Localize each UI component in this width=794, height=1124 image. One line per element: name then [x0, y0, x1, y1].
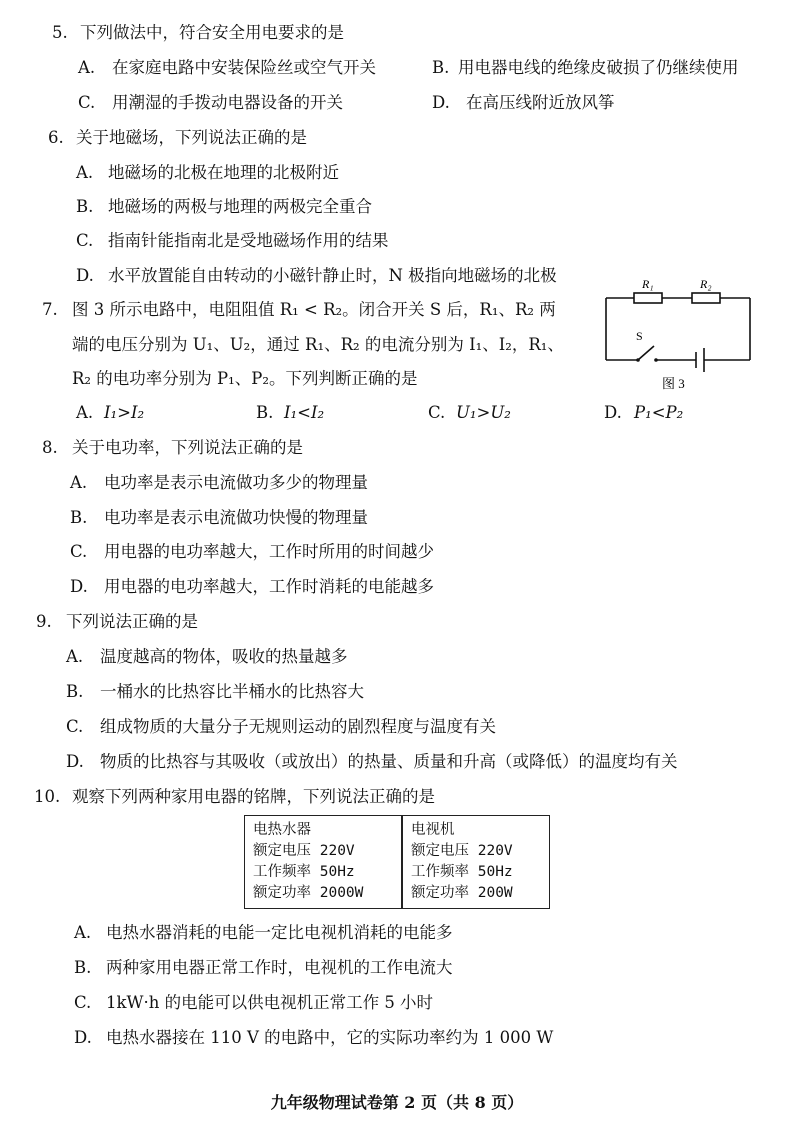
- r1-label: R₁: [642, 277, 654, 291]
- q5-option-d-letter: D.: [432, 93, 450, 112]
- q10-option-a: 电热水器消耗的电能一定比电视机消耗的电能多: [106, 923, 453, 942]
- q9-option-d: 物质的比热容与其吸收（或放出）的热量、质量和升高（或降低）的温度均有关: [100, 752, 678, 771]
- q6-option-d-letter: D.: [76, 266, 94, 285]
- question-10-stem: 观察下列两种家用电器的铭牌，下列说法正确的是: [72, 787, 435, 806]
- q7-option-b-letter: B.: [256, 403, 274, 422]
- figure-caption: 图 3: [662, 376, 685, 391]
- switch-s: [638, 346, 654, 360]
- q7-option-a-letter: A.: [76, 403, 94, 422]
- question-7-stem-line2: 端的电压分别为 U₁、U₂，通过 R₁、R₂ 的电流分别为 I₁、I₂，R₁、: [72, 335, 564, 354]
- q6-option-d: 水平放置能自由转动的小磁针静止时，N 极指向地磁场的北极: [108, 266, 557, 285]
- q10-option-c: 1kW·h 的电能可以供电视机正常工作 5 小时: [106, 993, 434, 1012]
- q8-option-d-letter: D.: [70, 577, 88, 596]
- nameplate-row: 额定电压 220V: [411, 843, 513, 859]
- nameplate-row: 额定功率 200W: [411, 885, 513, 901]
- q9-option-c: 组成物质的大量分子无规则运动的剧烈程度与温度有关: [100, 717, 496, 736]
- question-5-number: 5.: [52, 23, 68, 42]
- nameplate-tv: [402, 815, 550, 909]
- nameplate-row: 工作频率 50Hz: [253, 864, 355, 880]
- circuit-diagram-figure-3: [600, 276, 760, 394]
- q10-option-c-letter: C.: [74, 993, 92, 1012]
- question-9-stem: 下列说法正确的是: [66, 612, 198, 631]
- question-8-number: 8.: [42, 438, 58, 457]
- question-7-number: 7.: [42, 300, 58, 319]
- q5-option-c-letter: C.: [78, 93, 96, 112]
- q6-option-a-letter: A.: [76, 163, 94, 182]
- q9-option-d-letter: D.: [66, 752, 84, 771]
- q7-option-a: I₁>I₂: [104, 403, 145, 422]
- q6-option-c: 指南针能指南北是受地磁场作用的结果: [108, 231, 389, 250]
- page-footer: 九年级物理试卷第 2 页（共 8 页）: [270, 1093, 524, 1112]
- q8-option-c: 用电器的电功率越大，工作时所用的时间越少: [104, 542, 434, 561]
- question-10-number: 10.: [34, 787, 61, 806]
- switch-label: S: [636, 329, 643, 343]
- q5-option-d: 在高压线附近放风筝: [466, 93, 615, 112]
- q6-option-b-letter: B.: [76, 197, 94, 216]
- question-5-stem: 下列做法中，符合安全用电要求的是: [80, 23, 344, 42]
- question-9-number: 9.: [36, 612, 52, 631]
- q7-option-d-letter: D.: [604, 403, 622, 422]
- q6-option-c-letter: C.: [76, 231, 94, 250]
- nameplate-row: 额定电压 220V: [253, 843, 355, 859]
- nameplate-row: 额定功率 2000W: [253, 885, 364, 901]
- q8-option-b: 电功率是表示电流做功快慢的物理量: [104, 508, 368, 527]
- q6-option-b: 地磁场的两极与地理的两极完全重合: [108, 197, 372, 216]
- resistor-r1: [634, 293, 662, 303]
- q5-option-c: 用潮湿的手拨动电器设备的开关: [112, 93, 343, 112]
- q9-option-a-letter: A.: [66, 647, 84, 666]
- q7-option-c-letter: C.: [428, 403, 446, 422]
- question-7-stem-line3: R₂ 的电功率分别为 P₁、P₂。下列判断正确的是: [72, 369, 418, 388]
- q8-option-a: 电功率是表示电流做功多少的物理量: [104, 473, 368, 492]
- q5-option-b-letter: B.: [432, 58, 450, 77]
- resistor-r2: [692, 293, 720, 303]
- q5-option-a: 在家庭电路中安装保险丝或空气开关: [112, 58, 376, 77]
- q5-option-b: 用电器电线的绝缘皮破损了仍继续使用: [458, 58, 739, 77]
- q7-option-b: I₁<I₂: [284, 403, 325, 422]
- q8-option-c-letter: C.: [70, 542, 88, 561]
- q8-option-b-letter: B.: [70, 508, 88, 527]
- question-8-stem: 关于电功率，下列说法正确的是: [72, 438, 303, 457]
- q9-option-c-letter: C.: [66, 717, 84, 736]
- q5-option-a-letter: A.: [78, 58, 96, 77]
- nameplate-title: 电视机: [411, 822, 455, 838]
- q10-option-b-letter: B.: [74, 958, 92, 977]
- nameplate-row: 工作频率 50Hz: [411, 864, 513, 880]
- question-7-stem-line1: 图 3 所示电路中，电阻阻值 R₁ < R₂。闭合开关 S 后，R₁、R₂ 两: [72, 300, 556, 319]
- q10-option-d: 电热水器接在 110 V 的电路中，它的实际功率约为 1 000 W: [106, 1028, 554, 1047]
- q8-option-a-letter: A.: [70, 473, 88, 492]
- nameplate-title: 电热水器: [253, 822, 311, 838]
- q8-option-d: 用电器的电功率越大，工作时消耗的电能越多: [104, 577, 434, 596]
- question-6-stem: 关于地磁场，下列说法正确的是: [76, 128, 307, 147]
- q9-option-b: 一桶水的比热容比半桶水的比热容大: [100, 682, 364, 701]
- r2-label: R₂: [700, 277, 712, 291]
- q10-option-a-letter: A.: [74, 923, 92, 942]
- q6-option-a: 地磁场的北极在地理的北极附近: [108, 163, 339, 182]
- q10-option-d-letter: D.: [74, 1028, 92, 1047]
- q10-option-b: 两种家用电器正常工作时，电视机的工作电流大: [106, 958, 453, 977]
- q7-option-c: U₁>U₂: [456, 403, 511, 422]
- question-6-number: 6.: [48, 128, 64, 147]
- q7-option-d: P₁<P₂: [634, 403, 684, 422]
- nameplate-water-heater: [244, 815, 402, 909]
- q9-option-b-letter: B.: [66, 682, 84, 701]
- q9-option-a: 温度越高的物体，吸收的热量越多: [100, 647, 348, 666]
